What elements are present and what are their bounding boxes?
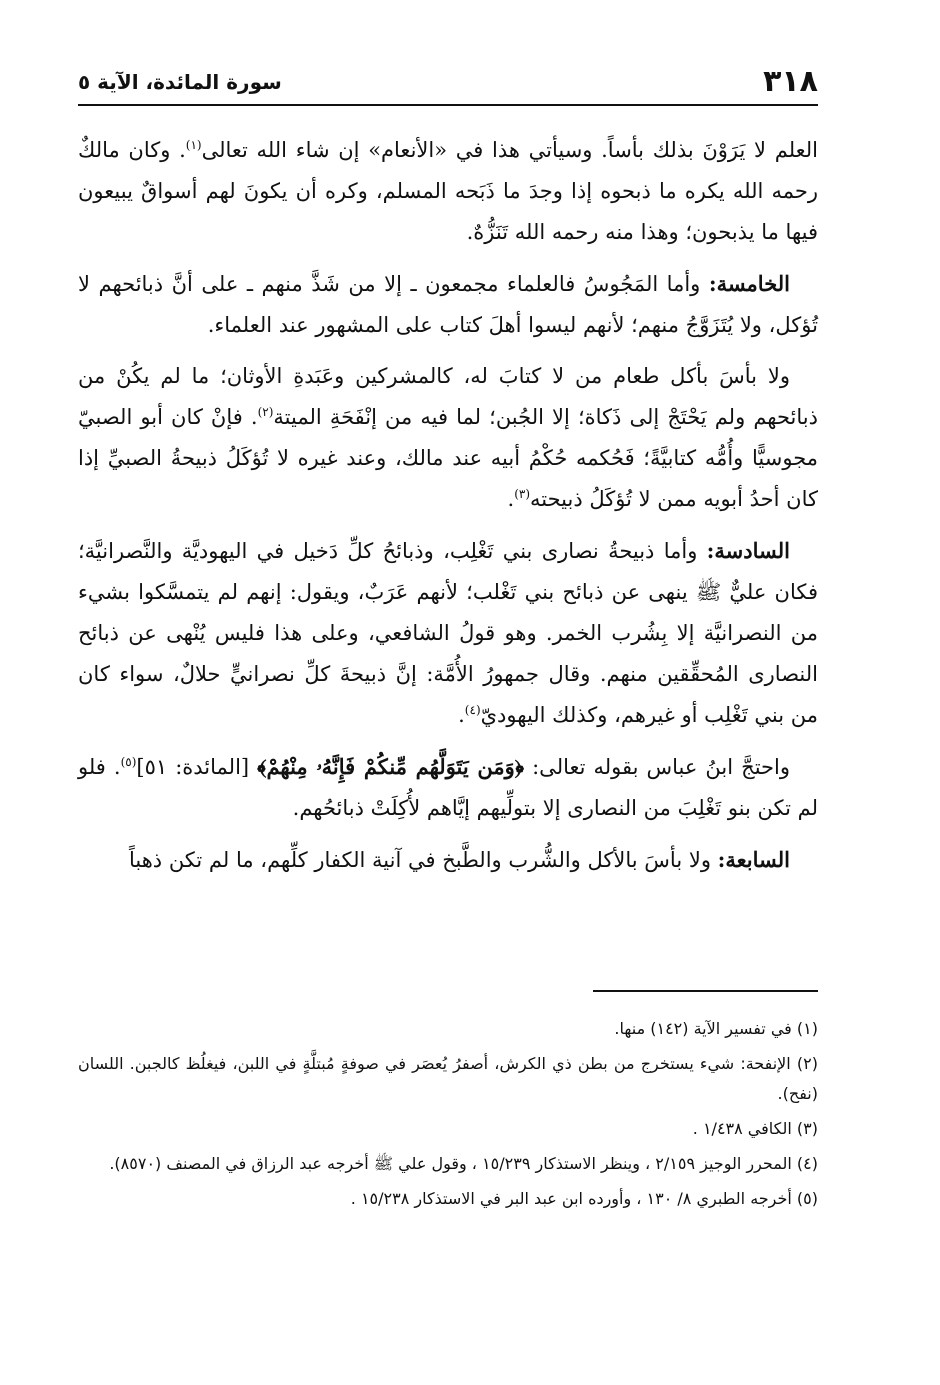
paragraph-text: وأما المَجُوسُ فالعلماء مجمعون ـ إلا من شَذَّ منهم ـ على أنَّ ذبائحهم لا تُؤكل، ولا يُتَزَوَّجُ منهم؛ لأنهم ليسوا أهلَ كتاب على المشهور عند العلماء. (78, 272, 818, 337)
footnote-item: (٤) المحرر الوجيز ٢/١٥٩ ، وينظر الاستذكار ١٥/٢٣٩ ، وقول علي ﷺ أخرجه عبد الرزاق في المصنف (٨٥٧٠). (109, 1154, 818, 1173)
paragraph-text: . (458, 703, 465, 727)
paragraph-sadisa (78, 530, 818, 736)
section-lead: الخامسة: (708, 271, 790, 296)
paragraph-text: ولا بأسَ بالأكل والشُّرب والطَّبخ في آنية الكفار كلِّهم، ما لم تكن ذهباً (128, 848, 718, 872)
paragraph-text: ولا بأسَ بأكل طعام من لا كتابَ له، كالمشركين وعَبَدةِ الأوثان؛ ما لم يكُنْ من ذبائحهم ولم يَحْتَجْ إلى ذَكاة؛ إلا الجُبن؛ لما فيه من إنْفَحَةِ الميتة (78, 364, 818, 429)
paragraph-text: . فإنْ كان أبو الصبيّ مجوسيًّا وأُمُّه كتابيَّةً؛ فَحُكمه حُكْمُ أبيه عند مالك، وعند غيره لا تُؤكَلُ ذبيحةُ الصبيِّ إذا كان أحدُ أبويه ممن لا تُؤكَلُ ذبيحته (78, 405, 818, 511)
paragraph-text: . فلو لم تكن بنو تَغْلِبَ من النصارى إلا بتولِّيهم إيَّاهم لأُكِلَتْ ذبائحُهم. (78, 755, 818, 820)
footnote-ref: (٢) (257, 405, 274, 419)
paragraph-khamisa (78, 263, 818, 346)
paragraph-text: العلم لا يَرَوْنَ بذلك بأساً. وسيأتي هذا في «الأنعام» إن شاء الله تعالى (201, 138, 819, 162)
footnote-separator (593, 990, 818, 992)
running-title: سورة المائدة، الآية ٥ (78, 70, 282, 94)
section-lead: السادسة: (706, 538, 790, 563)
footnote-item: (٢) الإنفحة: شيء يستخرج من بطن ذي الكرش، أصفرُ يُعصَر في صوفةٍ مُبتلَّةٍ في اللبن، فيغلُظ كالجبن. اللسان (نفح). (78, 1054, 818, 1103)
paragraph-ibn-abbas (78, 746, 818, 829)
verse-reference: [المائدة: ٥١] (136, 755, 258, 779)
footnote-ref: (٥) (120, 755, 137, 769)
footnote-ref: (٤) (464, 703, 481, 717)
paragraph-text: . (507, 487, 515, 511)
paragraph-mushrikin (78, 356, 818, 520)
paragraph-text: وأما ذبيحةُ نصارى بني تَغْلِب، وذبائحُ كلِّ دَخيل في اليهوديَّة والنَّصرانيَّة؛ فكان عليٌّ ﷺ ينهى عن ذبائح بني تَغْلب؛ لأنهم عَرَبٌ، ويقول: إنهم لم يتمسَّكوا بشيء من النصرانيَّة إلا بِشُرب الخمر. وهو قولُ الشافعي، وعلى هذا فليس يُنْهى عن ذبائح النصارى المُحقِّقين منهم. وقال جمهورُ الأُمَّة: إنَّ ذبيحةَ كلِّ نصرانيٍّ حلالٌ، سواء كان من بني تَغْلِب أو غيرهم، وكذلك اليهوديّ (78, 539, 818, 727)
paragraph-sabia (78, 839, 818, 881)
footnote-item: (٣) الكافي ١/٤٣٨ . (692, 1119, 818, 1138)
main-text (78, 130, 818, 891)
footnote-ref: (٣) (514, 487, 531, 501)
footnotes (78, 1014, 818, 1219)
paragraph-text: . وكان مالكٌ رحمه الله يكره ما ذبحوه إذا وجدَ ما ذَبَحه المسلم، وكره أن يكونَ لهم أسواقٌ يبيعون فيها ما يذبحون؛ وهذا منه رحمه الله تَنَزُّهٌ. (78, 138, 818, 244)
page-header (78, 62, 818, 106)
section-lead: السابعة: (717, 847, 790, 872)
quran-verse: ﴿وَمَن يَتَوَلَّهُم مِّنكُمْ فَإِنَّهُۥ مِنْهُمْ﴾ (257, 754, 525, 779)
page-number: ٣١٨ (763, 64, 818, 99)
footnote-ref: (١) (185, 138, 202, 152)
paragraph-continuation (78, 130, 818, 253)
paragraph-text: واحتجَّ ابنُ عباس بقوله تعالى: (524, 755, 790, 779)
footnote-item: (٥) أخرجه الطبري ٨/ ١٣٠ ، وأورده ابن عبد البر في الاستذكار ١٥/٢٣٨ . (350, 1189, 818, 1208)
footnote-item: (١) في تفسير الآية (١٤٢) منها. (614, 1019, 818, 1038)
